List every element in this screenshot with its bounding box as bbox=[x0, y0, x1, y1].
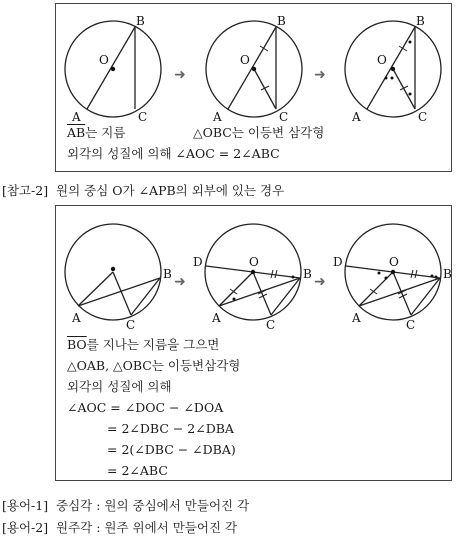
caption-bo-diameter bbox=[67, 337, 219, 353]
label-O: O bbox=[389, 255, 399, 269]
label-D: D bbox=[333, 255, 343, 269]
label-O: O bbox=[99, 53, 109, 67]
label-O: O bbox=[377, 53, 387, 67]
label-D: D bbox=[193, 255, 203, 269]
arrow-icon: ➜ bbox=[314, 67, 326, 83]
bottom-diagram-1 bbox=[65, 224, 172, 332]
label-B: B bbox=[416, 14, 425, 28]
arrow-icon: ➜ bbox=[174, 274, 186, 290]
label-C: C bbox=[279, 110, 289, 124]
top-explanation-panel bbox=[55, 3, 452, 172]
arrow-icon: ➜ bbox=[174, 67, 186, 83]
label-A: A bbox=[352, 311, 361, 325]
caption-isosceles-pair: △OAB, △OBC는 이등변삼각형 bbox=[67, 358, 241, 373]
caption-ab-diameter bbox=[67, 125, 125, 141]
label-A: A bbox=[352, 110, 361, 124]
label-A: A bbox=[212, 311, 221, 325]
bottom-explanation-panel bbox=[55, 205, 452, 481]
ab-caption-rest: 는 지름 bbox=[85, 125, 126, 140]
term-inscribed-angle: [용어-2] 원주각 : 원주 위에서 만들어진 각 bbox=[2, 520, 238, 535]
top-diagram-1 bbox=[65, 14, 161, 124]
caption-exterior-angle: 외각의 성질에 의해 ∠AOC = 2∠ABC bbox=[67, 146, 280, 161]
top-diagram-3 bbox=[345, 14, 441, 124]
label-O: O bbox=[240, 53, 250, 67]
caption-obc-isosceles: △OBC는 이등변 삼각형 bbox=[193, 125, 325, 140]
label-B: B bbox=[277, 14, 286, 28]
equation-line-3: = 2(∠DBC − ∠DBA) bbox=[107, 442, 236, 457]
label-B: B bbox=[443, 267, 452, 281]
equation-line-1: ∠AOC = ∠DOC − ∠DOA bbox=[67, 400, 224, 415]
bo-caption-rest: 를 지나는 지름을 그으면 bbox=[86, 337, 220, 352]
label-B: B bbox=[163, 267, 172, 281]
term-central-angle: [용어-1] 중심각 : 원의 중심에서 만들어진 각 bbox=[2, 498, 250, 513]
ab-segment-label: $\overline{AB}$ bbox=[67, 125, 86, 140]
label-C: C bbox=[266, 318, 276, 332]
reference-2-title: [참고-2] 원의 중심 O가 ∠APB의 외부에 있는 경우 bbox=[2, 183, 285, 198]
arrow-icon: ➜ bbox=[314, 274, 326, 290]
label-C: C bbox=[126, 318, 136, 332]
label-O: O bbox=[249, 255, 259, 269]
label-A: A bbox=[72, 110, 81, 124]
bottom-diagram-3 bbox=[333, 224, 452, 332]
top-diagram-2 bbox=[206, 14, 302, 124]
bottom-diagram-2 bbox=[193, 224, 312, 332]
caption-exterior-angle: 외각의 성질에 의해 bbox=[67, 379, 172, 394]
label-B: B bbox=[303, 267, 312, 281]
label-A: A bbox=[72, 311, 81, 325]
equation-line-2: = 2∠DBC − 2∠DBA bbox=[107, 421, 234, 436]
equation-line-4: = 2∠ABC bbox=[107, 463, 168, 478]
label-C: C bbox=[138, 110, 148, 124]
label-C: C bbox=[418, 110, 428, 124]
label-C: C bbox=[406, 318, 416, 332]
bo-segment-label: $\overline{BO}$ bbox=[67, 337, 87, 352]
label-A: A bbox=[213, 110, 222, 124]
label-B: B bbox=[136, 14, 145, 28]
